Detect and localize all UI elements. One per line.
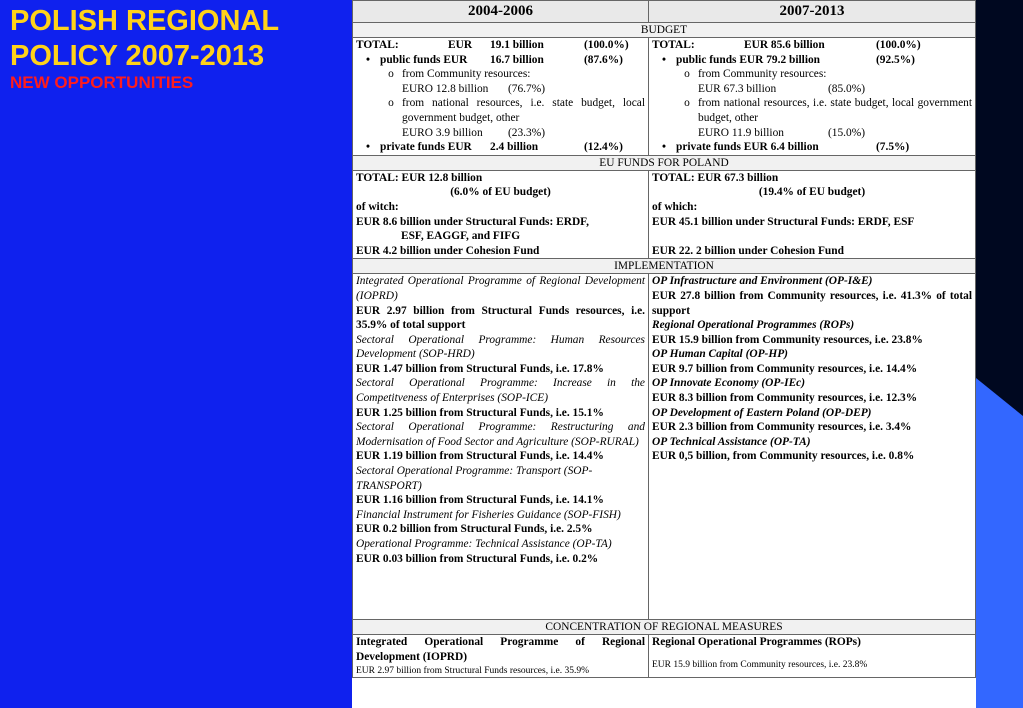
circle-bullet-icon: o	[388, 97, 394, 110]
total-value: EUR 85.6 billion	[744, 39, 825, 51]
col1-header: 2004-2006	[353, 1, 649, 23]
circle-bullet-icon: o	[388, 68, 394, 81]
private-percent: (7.5%)	[876, 141, 910, 154]
section-title-budget: BUDGET	[353, 23, 976, 38]
bullet-icon: •	[662, 141, 666, 154]
budget-left-private	[356, 140, 645, 155]
eu-right-of-which: of which:	[652, 200, 698, 213]
national-percent: (15.0%)	[828, 126, 866, 139]
national-percent: (23.3%)	[508, 126, 546, 139]
section-row-implementation	[353, 259, 976, 274]
programme-name: OP Development of Eastern Poland (OP-DEP)	[652, 406, 872, 419]
programme-name: Sectoral Operational Programme: Transport (SOP-TRANSPORT)	[356, 465, 593, 492]
programme-value: EUR 0.03 billion from Structural Funds, i.e. 0.2%	[356, 552, 599, 565]
concentration-right-cell	[649, 635, 976, 677]
programme-name: OP Human Capital (OP-HP)	[652, 348, 788, 361]
policy-table	[352, 0, 976, 678]
budget-right-national-value	[652, 126, 972, 141]
page-title	[10, 4, 279, 74]
national-label: from national resources, i.e. state budget, local government budget, other	[698, 97, 972, 124]
programme-name: OP Technical Assistance (OP-TA)	[652, 435, 811, 448]
eu-funds-row	[353, 170, 976, 259]
eu-right-cohesion: EUR 22. 2 billion under Cohesion Fund	[652, 244, 844, 257]
eu-right-total: TOTAL: EUR 67.3 billion	[652, 171, 779, 184]
implementation-row	[353, 274, 976, 620]
programme-name: Integrated Operational Programme of Regional Development (IOPRD)	[356, 275, 645, 302]
public-percent: (92.5%)	[876, 53, 915, 66]
table-header-row	[353, 1, 976, 23]
eu-left-cohesion: EUR 4.2 billion under Cohesion Fund	[356, 244, 540, 257]
programme-value: EUR 9.7 billion from Community resources, i.e. 14.4%	[652, 362, 918, 375]
programme-name: Operational Programme: Technical Assistance (OP-TA)	[356, 538, 612, 550]
programme-name: OP Innovate Economy (OP-IEc)	[652, 377, 806, 390]
community-percent: (76.7%)	[508, 82, 546, 95]
budget-left-total	[356, 38, 645, 53]
public-label: public funds EUR 79.2 billion	[676, 53, 821, 66]
budget-left-community	[356, 67, 645, 82]
community-percent: (85.0%)	[828, 82, 866, 95]
programme-value: EUR 2.97 billion from Structural Funds resources, i.e. 35.9% of total support	[356, 304, 645, 332]
section-title-concentration: CONCENTRATION OF REGIONAL MEASURES	[353, 620, 976, 635]
programme-name: Sectoral Operational Programme: Human Resources Development (SOP-HRD)	[356, 333, 645, 361]
concentration-left-value: EUR 2.97 billion from Structural Funds resources, i.e. 35.9%	[356, 665, 589, 676]
section-row-eu-funds	[353, 155, 976, 170]
budget-right-cell	[649, 38, 976, 156]
budget-left-national-value	[356, 126, 645, 141]
budget-right-community	[652, 67, 972, 82]
programme-name: Regional Operational Programmes (ROPs)	[652, 319, 855, 332]
programme-value: EUR 2.3 billion from Community resources, i.e. 3.4%	[652, 421, 912, 434]
eu-left-share: (6.0% of EU budget)	[450, 186, 551, 199]
section-row-concentration	[353, 620, 976, 635]
col2-header: 2007-2013	[649, 1, 976, 23]
programme-value: EUR 0,5 billion, from Community resources, i.e. 0.8%	[652, 450, 915, 463]
programme-name: OP Infrastructure and Environment (OP-I&E)	[652, 275, 873, 288]
community-label: from Community resources:	[698, 68, 827, 81]
budget-right-public	[652, 53, 972, 68]
private-label: private funds EUR 6.4 billion	[676, 141, 819, 154]
programme-name: Sectoral Operational Programme: Increase in the Competitveness of Enterprises (SOP-ICE)	[356, 377, 645, 405]
eu-left-structural-cont: ESF, EAGGF, and FIFG	[401, 230, 521, 243]
total-currency: EUR	[448, 39, 473, 51]
decorative-triangle	[976, 378, 1023, 416]
eu-funds-right-cell	[649, 170, 976, 259]
concentration-row	[353, 635, 976, 677]
programme-value: EUR 1.16 billion from Structural Funds, i.e. 14.1%	[356, 494, 604, 507]
programme-name: Financial Instrument for Fisheries Guidance (SOP-FISH)	[356, 508, 621, 521]
bullet-icon: •	[662, 53, 666, 66]
budget-left-cell	[353, 38, 649, 156]
eu-left-total: TOTAL: EUR 12.8 billion	[356, 171, 483, 184]
budget-right-private	[652, 140, 972, 155]
community-amount: EURO 12.8 billion	[402, 82, 489, 95]
private-label: private funds EUR	[380, 141, 472, 154]
community-label: from Community resources:	[402, 68, 531, 81]
title-line-1: POLISH REGIONAL	[10, 5, 280, 37]
programme-value: EUR 1.47 billion from Structural Funds, i.e. 17.8%	[356, 362, 604, 375]
decorative-block	[976, 416, 1023, 708]
eu-funds-left-cell	[353, 170, 649, 259]
sidebar-panel	[0, 0, 352, 708]
private-value: 2.4 billion	[490, 141, 539, 154]
circle-bullet-icon: o	[684, 68, 690, 81]
implementation-right-cell	[649, 274, 976, 620]
national-amount: EURO 11.9 billion	[698, 126, 784, 139]
eu-right-structural: EUR 45.1 billion under Structural Funds: ERDF, ESF	[652, 215, 915, 228]
public-label: public funds EUR	[380, 53, 468, 66]
national-label: from national resources, i.e. state budget, local government budget, other	[402, 97, 645, 124]
programme-value: EUR 1.19 billion from Structural Funds, i.e. 14.4%	[356, 450, 604, 463]
bullet-icon: •	[366, 53, 370, 66]
programme-value: EUR 0.2 billion from Structural Funds, i.e. 2.5%	[356, 523, 593, 536]
budget-row	[353, 38, 976, 156]
programme-value: EUR 15.9 billion from Community resources, i.e. 23.8%	[652, 333, 923, 346]
public-value: 16.7 billion	[490, 53, 544, 66]
budget-right-total	[652, 38, 972, 53]
concentration-right-value: EUR 15.9 billion from Community resources, i.e. 23.8%	[652, 659, 868, 670]
eu-right-share: (19.4% of EU budget)	[758, 186, 866, 199]
decorative-side-bar	[976, 0, 1023, 708]
national-amount: EURO 3.9 billion	[402, 126, 483, 139]
section-title-eu-funds: EU FUNDS FOR POLAND	[353, 155, 976, 170]
total-label: TOTAL:	[356, 39, 399, 51]
public-percent: (87.6%)	[584, 53, 623, 66]
budget-left-national	[356, 96, 645, 125]
community-amount: EUR 67.3 billion	[698, 82, 777, 95]
total-percent: (100.0%)	[584, 39, 629, 51]
page-subtitle: NEW OPPORTUNITIES	[10, 73, 194, 92]
programme-value: EUR 8.3 billion from Community resources, i.e. 12.3%	[652, 392, 918, 405]
programme-name: Sectoral Operational Programme: Restructuring and Modernisation of Food Sector and Agriculture (SOP-RURAL)	[356, 421, 645, 448]
total-percent: (100.0%)	[876, 39, 921, 51]
programme-value: EUR 1.25 billion from Structural Funds, i.e. 15.1%	[356, 406, 604, 419]
concentration-right-name: Regional Operational Programmes (ROPs)	[652, 636, 861, 649]
eu-right-spacer	[652, 229, 972, 244]
eu-left-structural: EUR 8.6 billion under Structural Funds: ERDF,	[356, 215, 589, 228]
budget-right-national	[652, 96, 972, 125]
budget-right-community-value	[652, 82, 972, 97]
total-label: TOTAL:	[652, 39, 695, 51]
circle-bullet-icon: o	[684, 97, 690, 110]
budget-left-public	[356, 53, 645, 68]
concentration-left-name: Integrated Operational Programme of Regional Development (IOPRD)	[356, 636, 645, 663]
eu-left-of-which: of witch:	[356, 200, 399, 213]
private-percent: (12.4%)	[584, 141, 623, 154]
section-row-budget	[353, 23, 976, 38]
total-value: 19.1 billion	[490, 39, 544, 51]
concentration-left-cell	[353, 635, 649, 677]
bullet-icon: •	[366, 141, 370, 154]
implementation-left-cell	[353, 274, 649, 620]
budget-left-community-value	[356, 82, 645, 97]
section-title-implementation: IMPLEMENTATION	[353, 259, 976, 274]
title-line-2: POLICY 2007-2013	[10, 40, 265, 72]
programme-value: EUR 27.8 billion from Community resources, i.e. 41.3% of total support	[652, 289, 972, 317]
